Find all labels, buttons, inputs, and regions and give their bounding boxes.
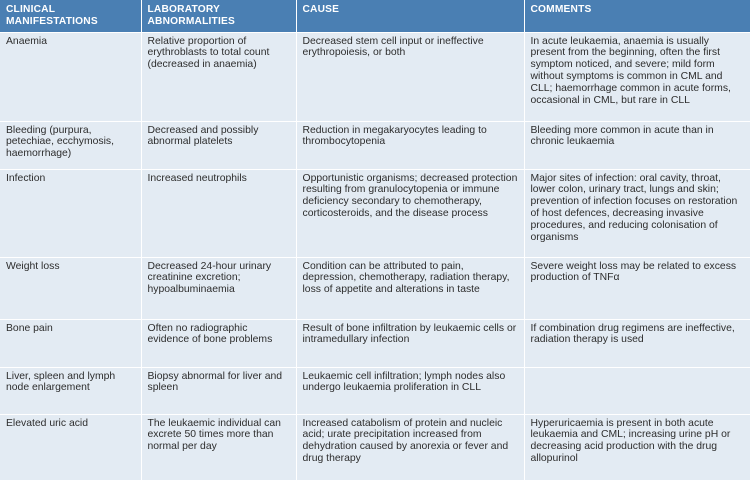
table-row (0, 121, 750, 169)
manifestation-cell: Liver, spleen and lymph node enlargement (0, 367, 141, 414)
cause-cell: Result of bone infiltration by leukaemic cells or intramedullary infection (296, 319, 524, 367)
table-row (0, 169, 750, 257)
comments-cell (524, 367, 750, 414)
header-manifestations: CLINICAL MANIFESTATIONS (0, 0, 141, 32)
lab-cell: Decreased 24-hour urinary creatinine excretion; hypoalbuminaemia (141, 257, 296, 319)
manifestation-cell: Bone pain (0, 319, 141, 367)
lab-cell: Relative proportion of erythroblasts to total count (decreased in anaemia) (141, 32, 296, 121)
manifestation-cell: Weight loss (0, 257, 141, 319)
lab-cell: Biopsy abnormal for liver and spleen (141, 367, 296, 414)
table-row (0, 32, 750, 121)
manifestation-cell: Anaemia (0, 32, 141, 121)
table-row (0, 414, 750, 480)
manifestation-cell: Elevated uric acid (0, 414, 141, 480)
comments-cell: Major sites of infection: oral cavity, throat, lower colon, urinary tract, lungs and skin; prevention of infection focuses on restoration of host defences, decreasing invasive procedures, and reducing colonisation of organisms (524, 169, 750, 257)
comments-cell: In acute leukaemia, anaemia is usually present from the beginning, often the first symptom noticed, and severe; mild form without symptoms is common in CML and CLL; haemorrhage common in acute forms, occasional in CML, but rare in CLL (524, 32, 750, 121)
cause-cell: Decreased stem cell input or ineffective erythropoiesis, or both (296, 32, 524, 121)
header-cause: CAUSE (296, 0, 524, 32)
header-row (0, 0, 750, 32)
header-comments: COMMENTS (524, 0, 750, 32)
cause-cell: Increased catabolism of protein and nucleic acid; urate precipitation increased from dehydration caused by anorexia or fever and drug therapy (296, 414, 524, 480)
manifestation-cell: Infection (0, 169, 141, 257)
lab-cell: Increased neutrophils (141, 169, 296, 257)
table-row (0, 257, 750, 319)
table-row (0, 319, 750, 367)
comments-cell: Severe weight loss may be related to excess production of TNFα (524, 257, 750, 319)
cause-cell: Condition can be attributed to pain, depression, chemotherapy, radiation therapy, loss of appetite and alterations in taste (296, 257, 524, 319)
table-row (0, 367, 750, 414)
lab-cell: The leukaemic individual can excrete 50 times more than normal per day (141, 414, 296, 480)
cause-cell: Reduction in megakaryocytes leading to thrombocytopenia (296, 121, 524, 169)
cause-cell: Leukaemic cell infiltration; lymph nodes also undergo leukaemia proliferation in CLL (296, 367, 524, 414)
comments-cell: Hyperuricaemia is present in both acute leukaemia and CML; increasing urine pH or decreasing acid production with the drug allopurinol (524, 414, 750, 480)
header-lab: LABORATORY ABNORMALITIES (141, 0, 296, 32)
cause-cell: Opportunistic organisms; decreased protection resulting from granulocytopenia or immune deficiency secondary to chemotherapy, corticosteroids, and the disease process (296, 169, 524, 257)
comments-cell: Bleeding more common in acute than in chronic leukaemia (524, 121, 750, 169)
lab-cell: Often no radiographic evidence of bone problems (141, 319, 296, 367)
comments-cell: If combination drug regimens are ineffective, radiation therapy is used (524, 319, 750, 367)
lab-cell: Decreased and possibly abnormal platelets (141, 121, 296, 169)
manifestation-cell: Bleeding (purpura, petechiae, ecchymosis, haemorrhage) (0, 121, 141, 169)
